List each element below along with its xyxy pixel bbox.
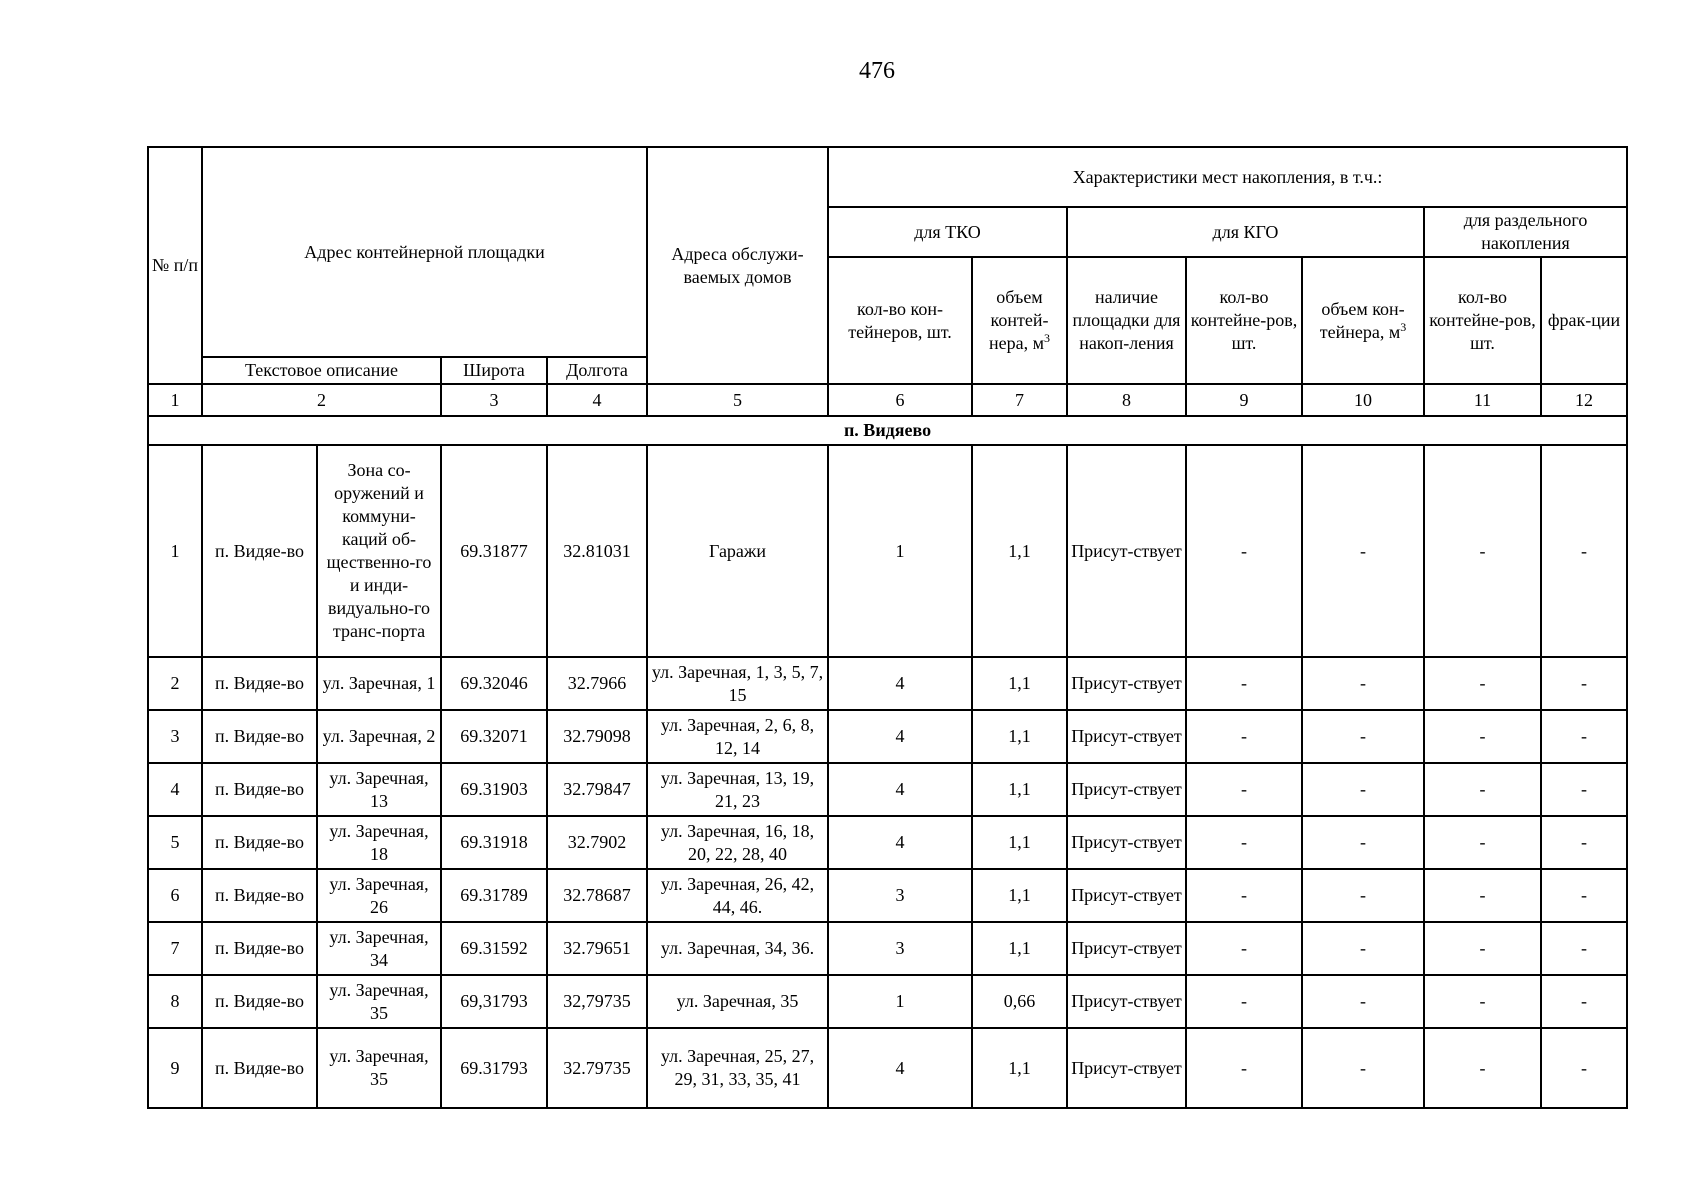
kgo-site-presence: Присут-ствует <box>1067 445 1186 657</box>
col-number: 2 <box>202 384 441 416</box>
served-houses: ул. Заречная, 1, 3, 5, 7, 15 <box>647 657 828 710</box>
separate-container-count: - <box>1424 763 1541 816</box>
text-description: Зона со-оружений и коммуни-каций об-щественно-го и инди-видуально-го транс-порта <box>317 445 441 657</box>
section-title: п. Видяево <box>148 416 1627 445</box>
row-number: 8 <box>148 975 202 1028</box>
separate-fractions: - <box>1541 710 1627 763</box>
settlement: п. Видяе-во <box>202 657 317 710</box>
row-number: 4 <box>148 763 202 816</box>
row-number: 1 <box>148 445 202 657</box>
header-sep-fractions: фрак-ции <box>1541 257 1627 384</box>
tko-container-count: 3 <box>828 922 972 975</box>
served-houses: ул. Заречная, 34, 36. <box>647 922 828 975</box>
col-number: 1 <box>148 384 202 416</box>
latitude: 69.31793 <box>441 1028 547 1108</box>
row-number: 5 <box>148 816 202 869</box>
separate-container-count: - <box>1424 869 1541 922</box>
separate-container-count: - <box>1424 710 1541 763</box>
header-characteristics: Характеристики мест накопления, в т.ч.: <box>828 147 1627 207</box>
header-kgo-site: наличие площадки для накоп-ления <box>1067 257 1186 384</box>
tko-container-volume: 1,1 <box>972 1028 1067 1108</box>
header-served: Адреса обслужи-ваемых домов <box>647 147 828 384</box>
separate-fractions: - <box>1541 922 1627 975</box>
text-description: ул. Заречная, 13 <box>317 763 441 816</box>
table-row <box>148 710 1627 763</box>
col-number: 7 <box>972 384 1067 416</box>
header-tko: для ТКО <box>828 207 1067 257</box>
separate-container-count: - <box>1424 975 1541 1028</box>
row-number: 6 <box>148 869 202 922</box>
tko-container-volume: 1,1 <box>972 657 1067 710</box>
column-number-row <box>148 384 1627 416</box>
latitude: 69.31592 <box>441 922 547 975</box>
header-tko-volume: объем контей-нера, $м^3$ <box>972 257 1067 384</box>
tko-container-count: 1 <box>828 445 972 657</box>
separate-fractions: - <box>1541 975 1627 1028</box>
tko-container-volume: 1,1 <box>972 710 1067 763</box>
kgo-container-count: - <box>1186 975 1302 1028</box>
tko-container-count: 4 <box>828 710 972 763</box>
table-row <box>148 816 1627 869</box>
settlement: п. Видяе-во <box>202 922 317 975</box>
kgo-container-volume: - <box>1302 975 1424 1028</box>
longitude: 32.79651 <box>547 922 647 975</box>
kgo-site-presence: Присут-ствует <box>1067 922 1186 975</box>
header-tko-count: кол-во кон-тейнеров, шт. <box>828 257 972 384</box>
col-number: 9 <box>1186 384 1302 416</box>
longitude: 32.78687 <box>547 869 647 922</box>
header-lat: Широта <box>441 357 547 384</box>
header-row-1 <box>148 147 1627 207</box>
tko-container-volume: 1,1 <box>972 445 1067 657</box>
separate-fractions: - <box>1541 763 1627 816</box>
settlement: п. Видяе-во <box>202 710 317 763</box>
col-number: 6 <box>828 384 972 416</box>
kgo-site-presence: Присут-ствует <box>1067 763 1186 816</box>
table-row <box>148 763 1627 816</box>
section-row <box>148 416 1627 445</box>
kgo-site-presence: Присут-ствует <box>1067 1028 1186 1108</box>
row-number: 3 <box>148 710 202 763</box>
kgo-site-presence: Присут-ствует <box>1067 975 1186 1028</box>
served-houses: ул. Заречная, 13, 19, 21, 23 <box>647 763 828 816</box>
text-description: ул. Заречная, 1 <box>317 657 441 710</box>
kgo-container-count: - <box>1186 922 1302 975</box>
header-kgo-count: кол-во контейне-ров, шт. <box>1186 257 1302 384</box>
kgo-container-volume: - <box>1302 710 1424 763</box>
kgo-container-volume: - <box>1302 657 1424 710</box>
header-num: № п/п <box>148 147 202 384</box>
tko-container-volume: 0,66 <box>972 975 1067 1028</box>
settlement: п. Видяе-во <box>202 869 317 922</box>
tko-container-volume: 1,1 <box>972 922 1067 975</box>
latitude: 69.32071 <box>441 710 547 763</box>
separate-fractions: - <box>1541 816 1627 869</box>
kgo-container-volume: - <box>1302 922 1424 975</box>
col-number: 10 <box>1302 384 1424 416</box>
settlement: п. Видяе-во <box>202 816 317 869</box>
settlement: п. Видяе-во <box>202 975 317 1028</box>
header-kgo-volume: объем кон-тейнера, $м^3$ <box>1302 257 1424 384</box>
header-address: Адрес контейнерной площадки <box>202 147 647 357</box>
separate-container-count: - <box>1424 657 1541 710</box>
separate-fractions: - <box>1541 1028 1627 1108</box>
text-description: ул. Заречная, 34 <box>317 922 441 975</box>
table-row <box>148 657 1627 710</box>
text-description: ул. Заречная, 18 <box>317 816 441 869</box>
kgo-container-count: - <box>1186 869 1302 922</box>
header-kgo: для КГО <box>1067 207 1424 257</box>
kgo-container-volume: - <box>1302 869 1424 922</box>
latitude: 69.31903 <box>441 763 547 816</box>
kgo-container-count: - <box>1186 816 1302 869</box>
col-number: 12 <box>1541 384 1627 416</box>
tko-container-count: 3 <box>828 869 972 922</box>
longitude: 32.7902 <box>547 816 647 869</box>
longitude: 32.7966 <box>547 657 647 710</box>
container-sites-table <box>147 146 1628 1109</box>
tko-container-count: 4 <box>828 763 972 816</box>
kgo-container-count: - <box>1186 1028 1302 1108</box>
header-sep-count: кол-во контейне-ров, шт. <box>1424 257 1541 384</box>
kgo-site-presence: Присут-ствует <box>1067 869 1186 922</box>
kgo-site-presence: Присут-ствует <box>1067 710 1186 763</box>
latitude: 69,31793 <box>441 975 547 1028</box>
served-houses: ул. Заречная, 16, 18, 20, 22, 28, 40 <box>647 816 828 869</box>
settlement: п. Видяе-во <box>202 763 317 816</box>
tko-container-count: 4 <box>828 1028 972 1108</box>
kgo-container-volume: - <box>1302 1028 1424 1108</box>
page-number: 476 <box>859 58 895 84</box>
separate-container-count: - <box>1424 816 1541 869</box>
served-houses: ул. Заречная, 26, 42, 44, 46. <box>647 869 828 922</box>
longitude: 32.79735 <box>547 1028 647 1108</box>
served-houses: ул. Заречная, 35 <box>647 975 828 1028</box>
col-number: 3 <box>441 384 547 416</box>
kgo-container-volume: - <box>1302 816 1424 869</box>
table-row <box>148 869 1627 922</box>
kgo-container-count: - <box>1186 710 1302 763</box>
longitude: 32.79847 <box>547 763 647 816</box>
kgo-container-count: - <box>1186 445 1302 657</box>
kgo-container-volume: - <box>1302 763 1424 816</box>
col-number: 8 <box>1067 384 1186 416</box>
served-houses: ул. Заречная, 25, 27, 29, 31, 33, 35, 41 <box>647 1028 828 1108</box>
longitude: 32,79735 <box>547 975 647 1028</box>
header-separate: для раздельного накопления <box>1424 207 1627 257</box>
latitude: 69.32046 <box>441 657 547 710</box>
separate-fractions: - <box>1541 657 1627 710</box>
latitude: 69.31877 <box>441 445 547 657</box>
kgo-container-volume: - <box>1302 445 1424 657</box>
row-number: 7 <box>148 922 202 975</box>
settlement: п. Видяе-во <box>202 1028 317 1108</box>
header-text-desc: Текстовое описание <box>202 357 441 384</box>
tko-container-volume: 1,1 <box>972 869 1067 922</box>
separate-container-count: - <box>1424 1028 1541 1108</box>
separate-container-count: - <box>1424 445 1541 657</box>
col-number: 5 <box>647 384 828 416</box>
tko-container-count: 1 <box>828 975 972 1028</box>
tko-container-count: 4 <box>828 816 972 869</box>
served-houses: Гаражи <box>647 445 828 657</box>
kgo-site-presence: Присут-ствует <box>1067 657 1186 710</box>
table-row <box>148 445 1627 657</box>
separate-container-count: - <box>1424 922 1541 975</box>
served-houses: ул. Заречная, 2, 6, 8, 12, 14 <box>647 710 828 763</box>
latitude: 69.31789 <box>441 869 547 922</box>
latitude: 69.31918 <box>441 816 547 869</box>
kgo-container-count: - <box>1186 657 1302 710</box>
kgo-container-count: - <box>1186 763 1302 816</box>
table-row <box>148 922 1627 975</box>
settlement: п. Видяе-во <box>202 445 317 657</box>
text-description: ул. Заречная, 35 <box>317 1028 441 1108</box>
longitude: 32.79098 <box>547 710 647 763</box>
col-number: 11 <box>1424 384 1541 416</box>
tko-container-count: 4 <box>828 657 972 710</box>
kgo-site-presence: Присут-ствует <box>1067 816 1186 869</box>
separate-fractions: - <box>1541 869 1627 922</box>
text-description: ул. Заречная, 26 <box>317 869 441 922</box>
table-row <box>148 1028 1627 1108</box>
tko-container-volume: 1,1 <box>972 816 1067 869</box>
header-lon: Долгота <box>547 357 647 384</box>
text-description: ул. Заречная, 35 <box>317 975 441 1028</box>
longitude: 32.81031 <box>547 445 647 657</box>
text-description: ул. Заречная, 2 <box>317 710 441 763</box>
row-number: 9 <box>148 1028 202 1108</box>
col-number: 4 <box>547 384 647 416</box>
table-row <box>148 975 1627 1028</box>
tko-container-volume: 1,1 <box>972 763 1067 816</box>
row-number: 2 <box>148 657 202 710</box>
separate-fractions: - <box>1541 445 1627 657</box>
